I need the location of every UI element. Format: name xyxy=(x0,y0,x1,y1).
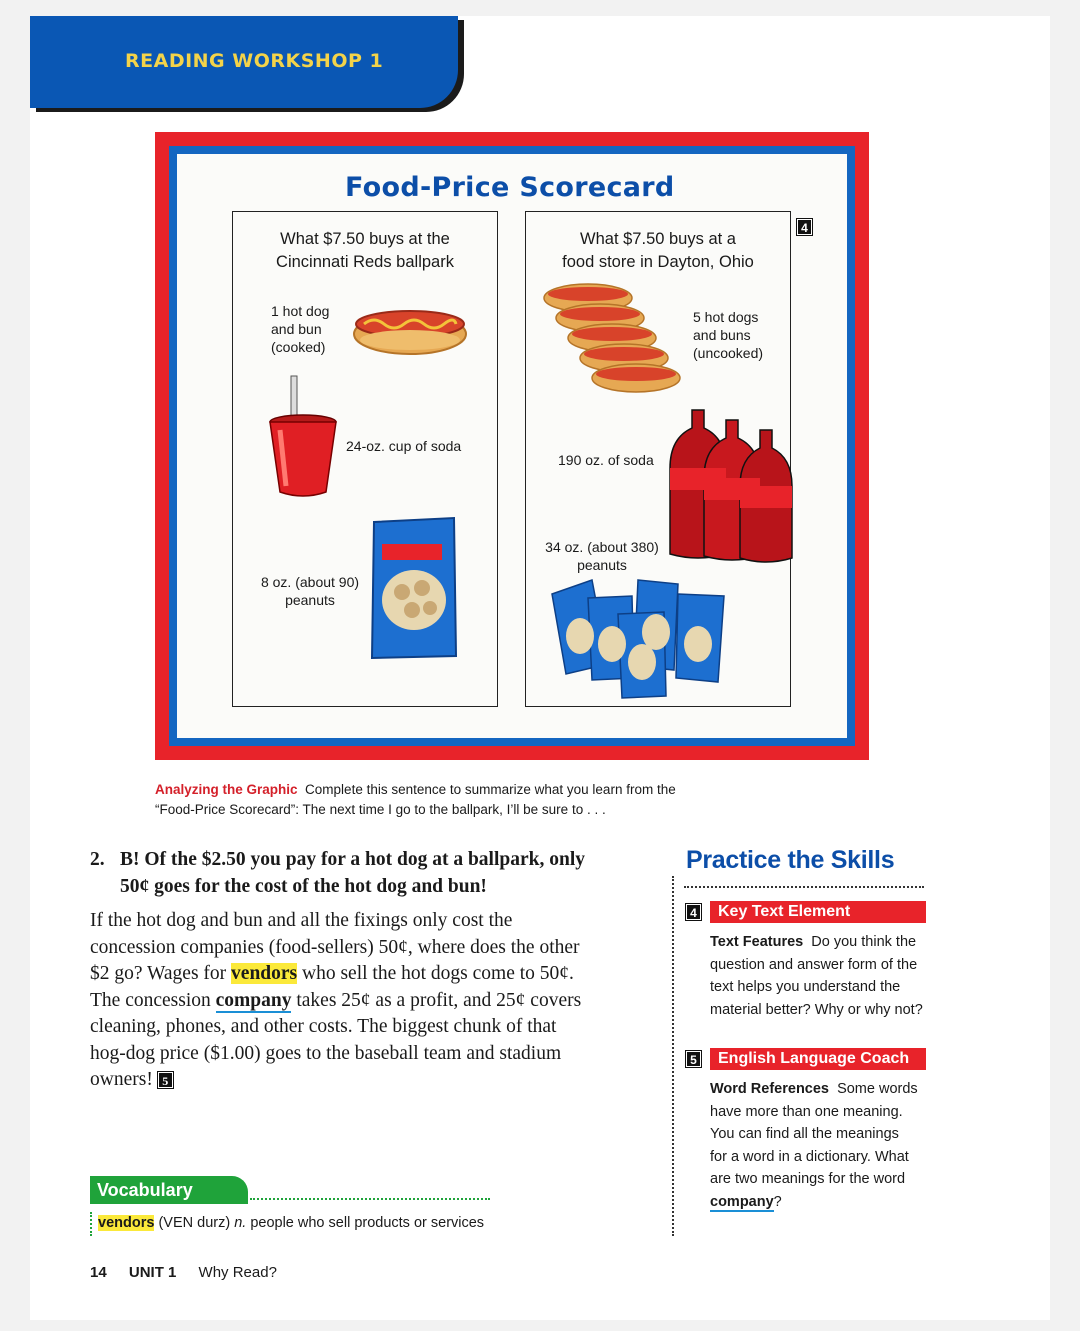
header-title: READING WORKSHOP 1 xyxy=(125,50,384,72)
badge-5: 5 xyxy=(158,1072,173,1088)
ballpark-heading: What $7.50 buys at the Cincinnati Reds ballpark xyxy=(276,230,454,271)
unit-title: Why Read? xyxy=(198,1264,277,1281)
store-soda-label: 190 oz. of soda xyxy=(558,452,654,468)
graphic-caption: Analyzing the Graphic Complete this sentence to summarize what you learn from the “Food-Price Scorecard”: The next time I go to the ballpark, I’ll be sure to . . . xyxy=(155,782,676,817)
soda-cup-icon xyxy=(266,374,340,500)
key-text-element-heading: Key Text Element xyxy=(710,901,926,923)
english-language-coach-text: Word References Some words have more than one meaning. You can find all the meanings for a word in a dictionary. What are two meanings for the word company? xyxy=(710,1081,918,1210)
scorecard-title: Food-Price Scorecard xyxy=(345,172,675,203)
badge-4: 4 xyxy=(797,219,812,235)
vocab-word-vendors[interactable]: vendors xyxy=(231,963,298,984)
ballpark-hotdog-label: 1 hot dog and bun (cooked) xyxy=(271,303,330,355)
page-footer xyxy=(90,1264,277,1281)
store-hotdogs-label: 5 hot dogs and buns (uncooked) xyxy=(693,309,764,361)
store-peanuts-label: 34 oz. (about 380) peanuts xyxy=(545,539,659,573)
vocabulary-entry: vendors (VEN durz) n. people who sell products or services xyxy=(98,1215,485,1231)
key-text-element-text: Text Features Do you think the question and answer form of the text helps you understand the material better? Why or why not? xyxy=(710,934,923,1018)
body-paragraph: If the hot dog and bun and all the fixings only cost the concession companies (food-sellers) 50¢, where does the other $2 go? Wages for vendors who sell the hot dogs come to 50¢. The concession company takes 25¢ as a profit, and 25¢ covers cleaning, phones, and other costs. The biggest chunk of that hog-dog price ($1.00) goes to the baseball team and stadium owners! 5 xyxy=(90,910,582,1090)
peanuts-bag-icon xyxy=(368,516,460,660)
hotdogs-stack-icon xyxy=(540,280,690,400)
vocabulary-tab: Vocabulary xyxy=(90,1176,248,1204)
unit-label: UNIT 1 xyxy=(128,1264,177,1281)
ballpark-peanuts-label: 8 oz. (about 90) peanuts xyxy=(260,574,360,608)
hotdog-icon xyxy=(350,300,470,358)
practice-title: Practice the Skills xyxy=(686,846,895,874)
english-language-coach-heading: English Language Coach xyxy=(710,1048,926,1070)
soda-bottles-icon xyxy=(664,406,794,568)
question-2: 2. B! Of the $2.50 you pay for a hot dog at a ballpark, only 50¢ goes for the cost of the hot dog and bun! xyxy=(90,849,585,897)
reference-word-company[interactable]: company xyxy=(215,989,292,1011)
sidebar-badge-5: 5 xyxy=(686,1051,701,1067)
peanuts-bags-icon xyxy=(548,574,734,700)
ballpark-soda-label: 24-oz. cup of soda xyxy=(346,438,462,454)
page-number: 14 xyxy=(90,1264,107,1281)
sidebar-badge-4: 4 xyxy=(686,904,701,920)
store-heading: What $7.50 buys at a food store in Dayton, Ohio xyxy=(562,230,754,271)
